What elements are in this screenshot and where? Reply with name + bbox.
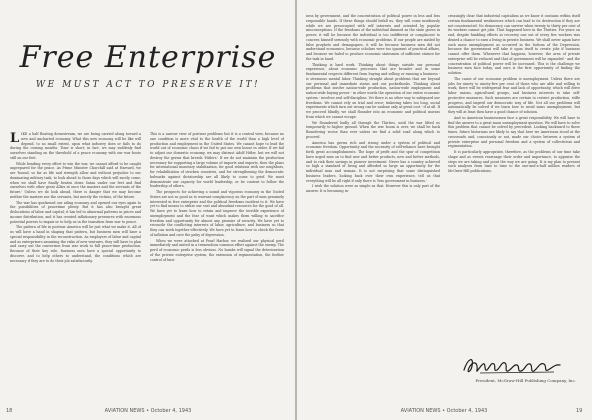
signature-caption: President, McGraw-Hill Publishing Company, Inc. — [475, 378, 576, 383]
paragraph: America has grown rich and strong under a system of political and economic freedom. Opportunity and the necessity of self-reliance have brought forth great accomplishments. The hope of profit and the spur of competition have urged men on to find new and better products, new and better methods, and to risk their savings in pioneer investment. Never has a country achieved so high a standard of living and afforded so large an opportunity for the individual man and woman. It is not surprising that some distinguished business leaders, looking back over their own experience, tell us that everything will be all right if only there is 'less government in business.' — [306, 140, 440, 183]
paragraph: The war has quickened our ailing economy and opened our eyes again to the possibilities of peacetime plenty. But it has also brought great dislocations of labor and capital; it has led to abnormal patterns in prices and income distribution; and it has created inflationary pressures with enormous potential powers to impair or to help us in the transition from war to peace. — [10, 200, 141, 224]
left-column-1 — [10, 132, 141, 404]
left-running-footer: AVIATION NEWS • October 4, 1943 — [104, 408, 192, 414]
signature-image — [460, 352, 570, 378]
left-column-2 — [150, 132, 284, 404]
paragraph: Thinking is hard work. Thinking about things outside our personal experience, about economic processes that are broader and in some fundamental respects different from buying and selling or running a business - is strenuous mental labor. Thinking straight about problems that are beyond our personal and immediate status and our pocketbooks. Thinking about problems that involve nation-wide production, nation-wide employment and nation-wide buying power - in other words the operation of our entire economic system - involves real self-discipline. Yet there is no other way to safeguard our freedoms. We cannot rely on trial and error; tinkering takes too long, social experiments which turn out wrong can be undone only at great cost - if at all. If we proceed blindly, we shall flounder into an economic and political morass from which we cannot escape. — [306, 62, 440, 119]
right-column-1 — [306, 14, 440, 404]
paragraph: It is particularly appropriate, therefore, as the problems of our time take shape and as events rearrange their order and importance, to appraise the steps we are taking and point the way we are going. It is my plan to present such analyses from time to time to the one-and-a-half million readers of McGraw-Hill publications. — [448, 150, 580, 173]
paragraph: While bending every effort to win the war, we cannot afford to be caught unprepared for the peace. As Prime Minister Churchill said at Harvard, we are 'bound, so far as life and strength allow and without prejudice to our dominating military task, to look ahead to those days which will surely come, when we shall have finally beaten down Satan under our feet and find ourselves with other great Allies at once the masters and the servants of the future.' Unless we do look ahead, there is danger that we may become neither the masters nor the servants, but merely the victims, of the future. — [10, 161, 141, 199]
paragraph: I wish the solution were as simple as that. However this is only part of the answer. It is becoming in- — [306, 184, 440, 193]
paragraph: The pattern of life in postwar America will be just what we make it. All of us will have a hand in shaping that pattern, but business men will have a special responsibility in the reconstruction. As employers of labor and capital and as enterprisers assuming the risks of new ventures, they will have to plan and carry out the conversion from war work to full peace-time production. Because of their key role, business men have a special opportunity to discover, and to help others to understand, the conditions which are necessary if they are to do their job satisfactorily. — [10, 225, 141, 263]
right-running-footer: AVIATION NEWS • October 4, 1943 — [400, 408, 488, 414]
paragraph: When we were attacked at Pearl Harbor, we realized our physical peril immediately and united in a tremendous common effort against the enemy. The peril of economic perils is less obvious. No bombs will signal the deterioration of the private enterprise system, the extension of regimentation, the further control of busi- — [150, 238, 284, 262]
paragraph: The cause of our economic problem is unemployment. Unless there are jobs for ninety to ninety-five per cent of those who are able and willing to work, there will be widespread fear and lack of opportunity, which will drive labor unions, agricultural groups, and business interests to take self-protective measures. Such measures are certain to restrict production, stifle progress, and imperil our democratic way of life. Not all our problems will automatically be solved if we learn how to avoid mass unemployment, but they will at least then have a good chance of solution. — [448, 76, 580, 114]
paragraph: This is a narrow view of postwar problems but it is a central view, because no one condition is more vital to the health of the world than a high level of production and employment in the United States. We cannot hope to lead the world out of economic chaos if we fail to put our own house in order. If we fail to adjust our domestic economy, we may distrust Adolf Hitler, but we will not destroy the germs that breeds 'Hitlers.' If we do not maintain the production necessary for supporting a large volume of imports and exports, then the plans for international monetary stabilization, for good relations with our neighbors, for rehabilitation of stricken countries, and for strengthening the democratic bulwarks against dictatorship are all likely to come to grief. We must demonstrate our capacity for world leadership, or be content to follow the leadership of others. — [150, 132, 284, 189]
article-title: Free Enterprise — [19, 40, 277, 75]
paragraph: ness by government, and the concentration of political power in less and less responsible hands. If these things should befall us, they will come insidiously while we are preoccupied with self interests and oriented by popular misconceptions. If the freedoms of the individual dimmed as the state grows in power, it will be because the individual is too indifferent or complacent to concern himself seriously with economic problems. If our people are misled by false prophets and demagogues, it will be because business men did not understand economics, because scholars were too ignorant of practical affairs, and because we failed to produce economic statesmen of sufficient stature for the task in hand. — [306, 14, 440, 61]
paragraph: creasingly clear that industrial capitalism as we know it contains within itself certain fundamental weaknesses which can lead to its destruction if they are not counteracted. No democracy can survive when twenty to thirty per cent of its workers cannot get jobs. That happened here in the Thirties. For years on end, despite fumbling efforts at recovery one out of every five workers was denied a chance to earn a living in private business. We shall never again have such mass unemployment as occurred in the bottom of the Depression, because the government will take it upon itself to create jobs if business cannot offer them. Whenever that happens, however, the area of private enterprise will be reduced and that of government will be expanded - and the concentration of political power will be increased. This is the challenge we business men face today, and ours is the first opportunity of finding the solution. — [448, 14, 580, 75]
right-column-2 — [448, 14, 580, 350]
drop-cap: L — [10, 132, 20, 146]
paragraph: The prospects for achieving a sound and vigorous economy in the United States are not so good as to warrant complacency on the part of men genuinely interested in free enterprise and the political freedoms incident to it. We have yet to find means to utilize our vast and abundant resources for the good of all. We have yet to learn how to retain and improve the terrible experience of unemployment and the fear of want which makes them willing to sacrifice freedom and opportunity for almost any promise of security. We have yet to reconcile the conflicting interests of labor, agriculture, and business so that they can work together effectively. We have yet to learn how to check the fever of inflation and cure the palsy of depression. — [150, 190, 284, 237]
paragraph: LIKE a half floating downstream, we are being carried along toward a new and uncharted economy. What this new economy will be like will depend, to no small extent, upon what industry does or fails to do during the coming months. Time is short; in fact, we may suddenly find ourselves standing on the threshold of a peace economy with our war boots still on our feet. — [10, 132, 141, 160]
article-subtitle: WE MUST ACT TO PRESERVE IT! — [35, 80, 261, 90]
left-page-number: 18 — [6, 408, 13, 414]
paragraph: We floundered badly all through the Thirties, until the war lifted us temporarily to higher ground. When the war boom is over, we shall be back floundering worse than ever unless we find a solid road along which to proceed. — [306, 120, 440, 139]
paragraph: And so American businessmen face a great responsibility. We will have to find the answer to a great mass unemployment question. We will have to solve this problem that cannot be solved by precedent. Looking backward to these times, future historians are likely to say that here we Americans stood at the crossroads and, consciously or not, made our choice between a system of private enterprise and personal freedom and a system of collectivism and regimentation. — [448, 115, 580, 149]
right-page-number: 19 — [576, 408, 583, 414]
